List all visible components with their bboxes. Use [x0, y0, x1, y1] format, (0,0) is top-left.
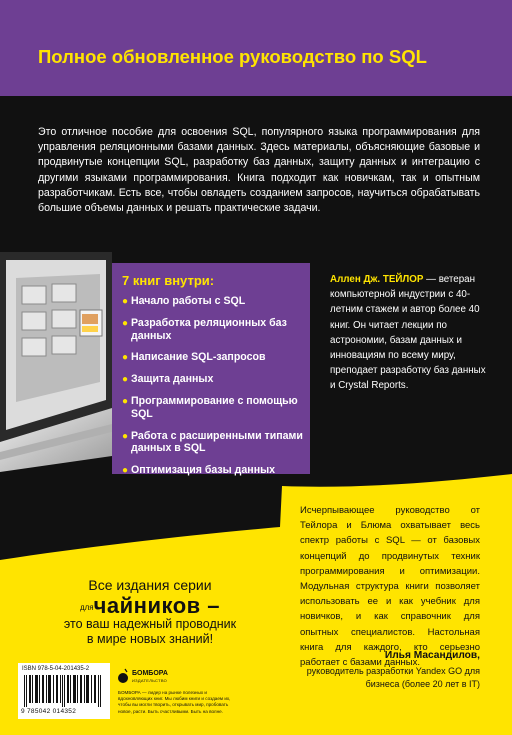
bullet-icon: ● — [122, 352, 129, 364]
list-item: ● Начало работы с SQL — [122, 295, 246, 307]
review-quote: Исчерпывающее руководство от Тейлора и Блюма охватывает весь спектр работы с SQL — от базовых концепций до продвинутых техник программирования и оптимизации. Модульная структура книги позволяет использовать ее и как учебник для новичков, и как справочник для опытных специалистов. Настольная книга для каждого, кто серьезно работает с базами данных. — [300, 505, 480, 669]
series-line-4: в мире новых знаний! — [86, 632, 214, 646]
series-line-3: это ваш надежный проводник — [63, 617, 237, 631]
books-heading: 7 книг внутри: — [122, 273, 215, 288]
bullet-icon: ● — [122, 317, 129, 329]
series-line-2 — [42, 594, 258, 617]
list-item: ● Разработка реляционных баз данных — [122, 316, 287, 342]
list-item: ● Защита данных — [122, 373, 214, 386]
list-item: ● Оптимизация базы данных — [122, 464, 276, 477]
publisher-name: БОМБОРА — [132, 670, 168, 677]
list-item: ● Программирование с помощью SQL — [122, 394, 298, 420]
publisher-subtitle: ИЗДАТЕЛЬСТВО — [132, 678, 168, 683]
bullet-icon: ● — [122, 296, 129, 307]
bullet-icon: ● — [122, 374, 129, 386]
bomb-logo-icon — [118, 668, 129, 684]
isbn-label: ISBN 978-5-04-201435-2 — [22, 666, 90, 672]
bullet-icon: ● — [122, 395, 129, 407]
intro-paragraph: Это отличное пособие для освоения SQL, популярного языка программирования для управления реляционными базами данных. Здесь материалы, объясняющие базовые и продвинутые концепции SQL, разработку баз данных, защиту данных и интеграцию с другими языками программирования. Книга подходит как новичкам, так и опытным разработчикам. Есть все, чтобы овладеть созданием запросов, научиться обрабатывать большие объемы данных и решать практические задачи. — [38, 126, 480, 215]
series-slogan — [42, 576, 258, 647]
barcode-bars-icon — [24, 675, 104, 707]
reviewer-role: руководитель разработки Yandex GO для бизнеса (более 20 лет в IT) — [306, 666, 480, 689]
series-line-1: Все издания серии — [88, 577, 212, 593]
list-item: ● Написание SQL-запросов — [122, 351, 266, 364]
bullet-icon: ● — [122, 430, 129, 442]
publisher-description: БОМБОРА — лидер на рынке полезных и вдохновляющих книг. Мы любим книги и создаем их, чтобы вы могли творить, открывать мир, пробовать новое, расти. Быть счастливыми. Быть на волне. — [118, 690, 231, 714]
series-dash: – — [200, 593, 221, 618]
series-brand-word: чайников — [93, 593, 201, 618]
series-small-word: для — [79, 603, 94, 612]
reviewer-name: Илья Масандилов, — [384, 650, 480, 661]
author-name: Аллен Дж. ТЕЙЛОР — [330, 274, 424, 285]
bullet-icon: ● — [122, 465, 129, 477]
barcode-digits: 9 785042 014352 — [21, 708, 77, 715]
cover-headline: Полное обновленное руководство по SQL — [38, 46, 427, 67]
author-bio-text: — ветеран компьютерной индустрии с 40-летним стажем и автор более 40 книг. Он читает лекции по астрономии, базам данных и инновациям по всему миру, преподает разработку баз данных и Crystal Reports. — [330, 274, 486, 392]
list-item: ● Работа с расширенными типами данных в SQL — [122, 429, 303, 455]
barcode — [18, 663, 110, 719]
